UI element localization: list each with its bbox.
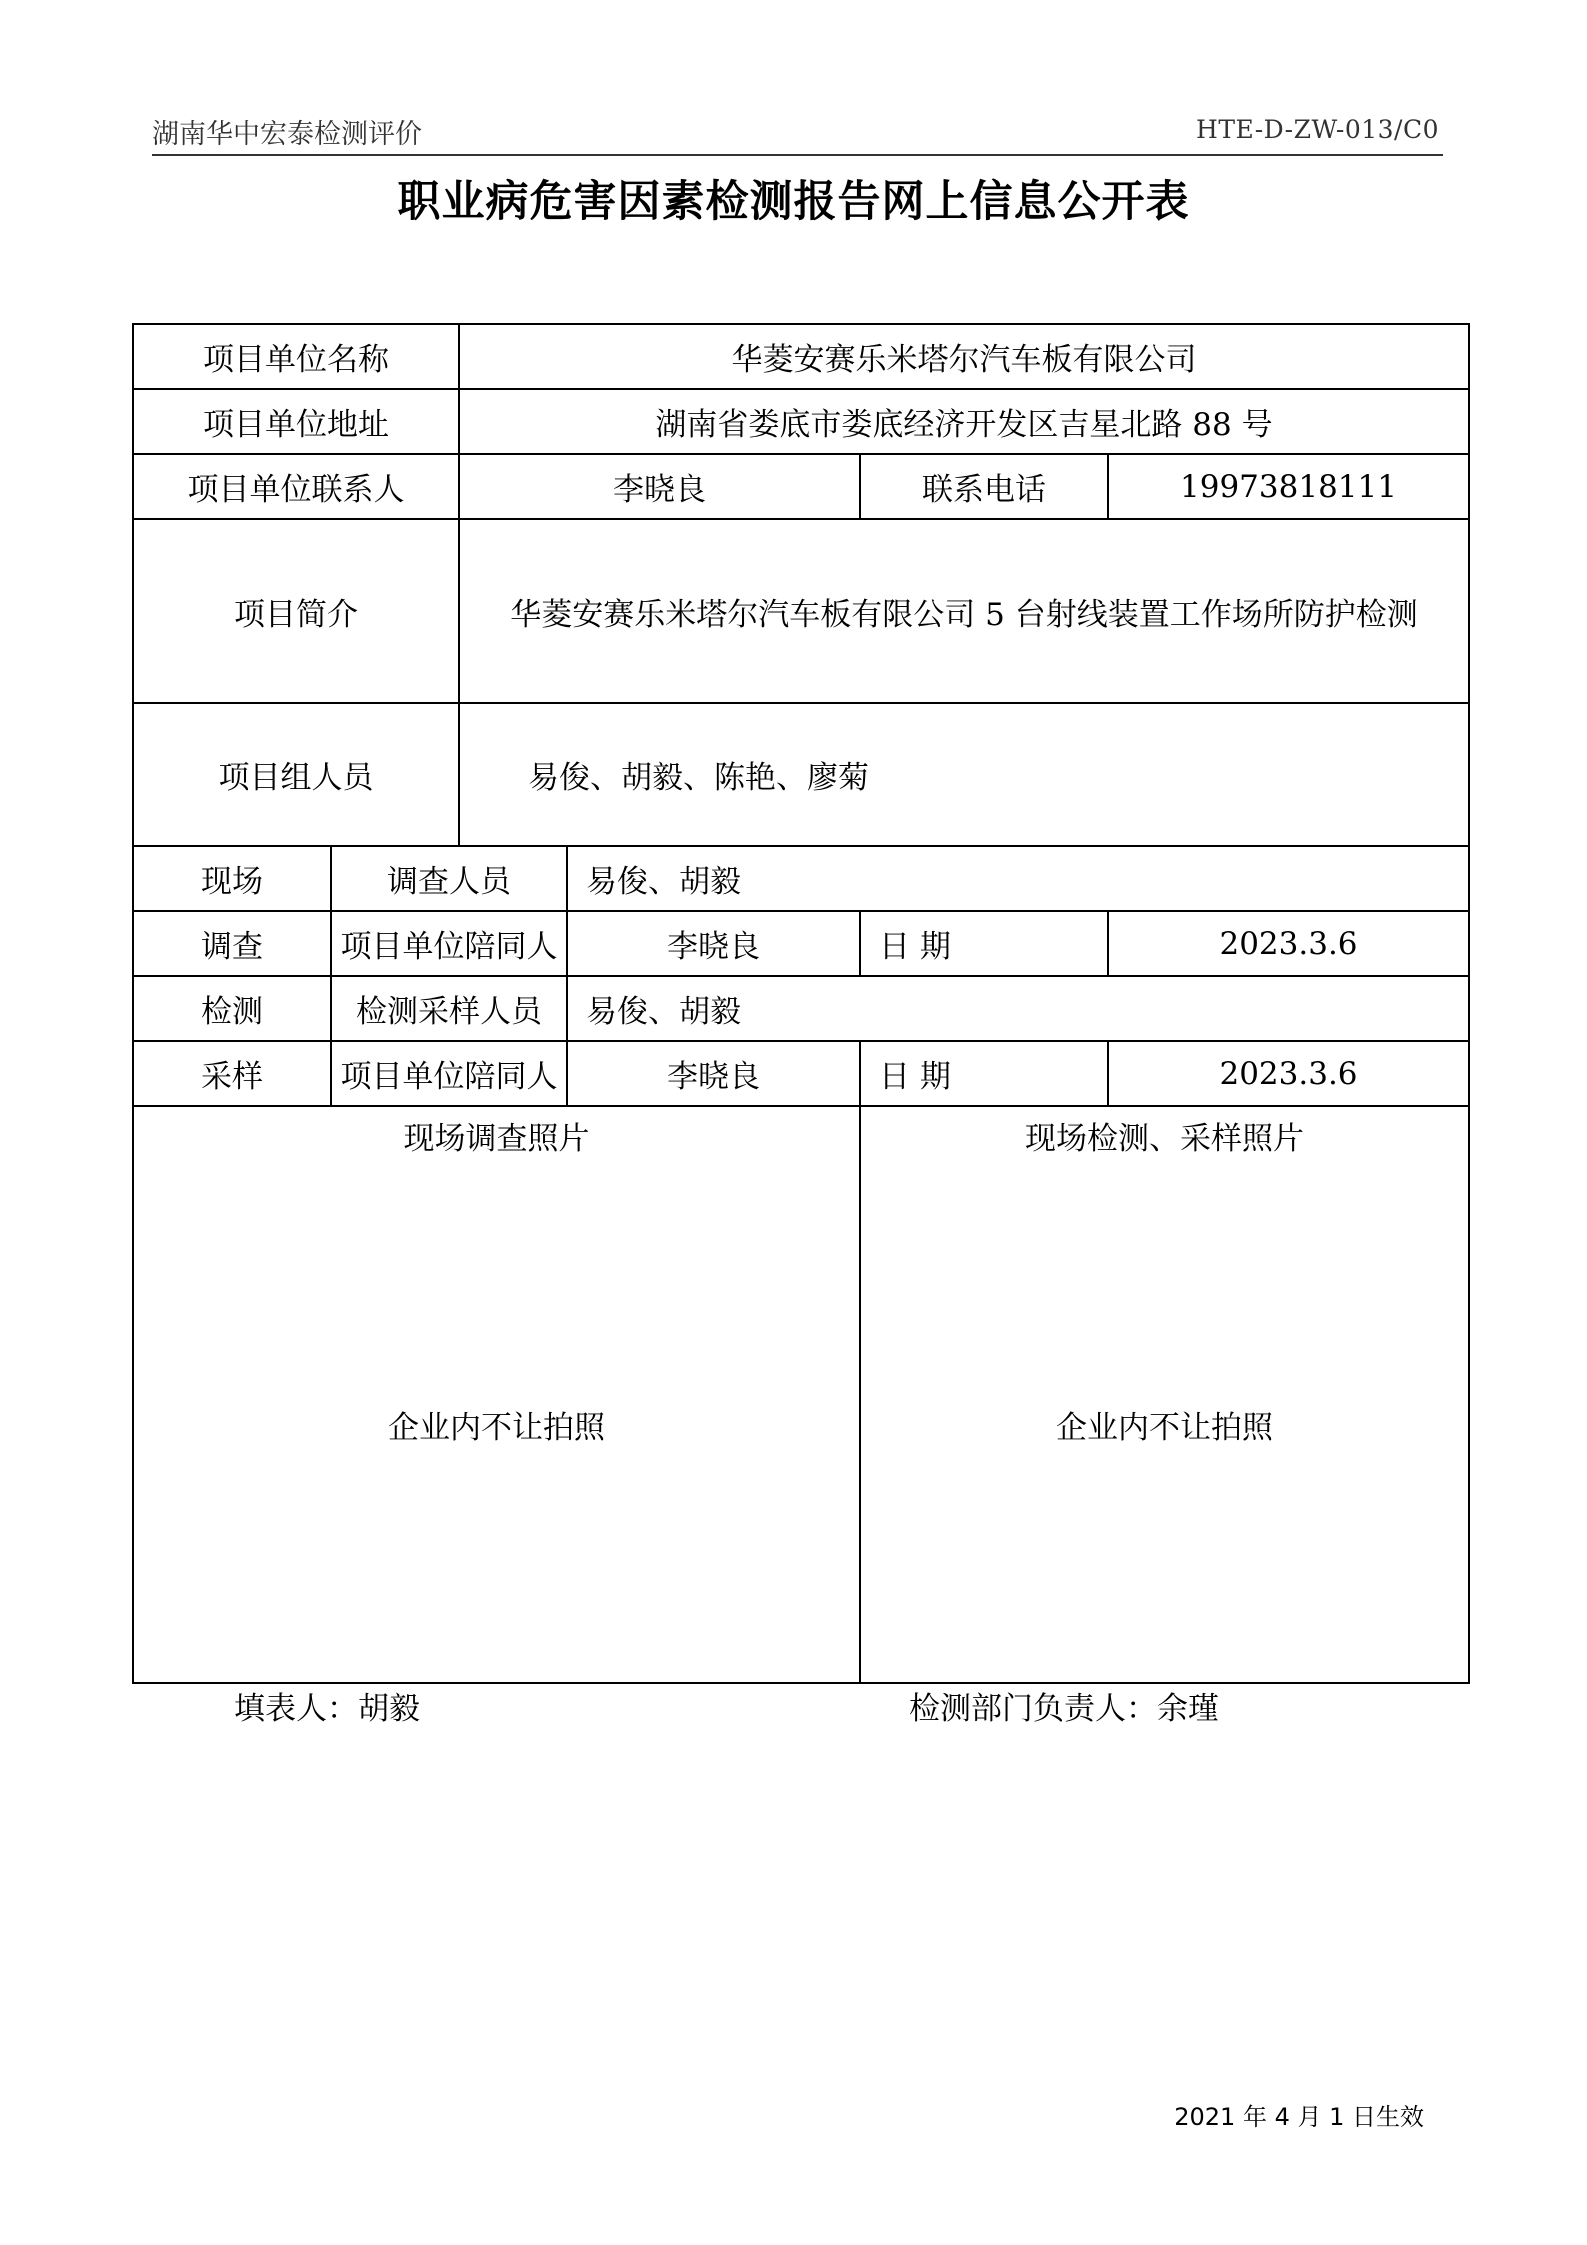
sampling-photo-title: 现场检测、采样照片 [1025,1121,1304,1157]
survey-accompany-value: 李晓良 [567,911,860,976]
survey-photo-box [133,1106,860,1683]
effective-date: 2021 年 4 月 1 日生效 [1174,2103,1424,2131]
survey-staff-value: 易俊、胡毅 [567,846,1469,911]
team-value: 易俊、胡毅、陈艳、廖菊 [459,703,1469,846]
unit-name-label: 项目单位名称 [133,324,459,389]
row-sampling-staff [133,976,1469,1041]
sampling-label-2: 采样 [133,1041,331,1106]
survey-photo-title: 现场调查照片 [403,1121,590,1157]
sampling-staff-label: 检测采样人员 [331,976,567,1041]
row-survey-accompany [133,911,1469,976]
sampling-photo-note: 企业内不让拍照 [1056,1410,1273,1446]
team-label: 项目组人员 [133,703,459,846]
survey-accompany-label: 项目单位陪同人 [331,911,567,976]
unit-address-value: 湖南省娄底市娄底经济开发区吉星北路 88 号 [459,389,1469,454]
sampling-label-1: 检测 [133,976,331,1041]
sampling-accompany-label: 项目单位陪同人 [331,1041,567,1106]
form-filler: 填表人：胡毅 [234,1691,420,1727]
sampling-accompany-value: 李晓良 [567,1041,860,1106]
row-intro [133,519,1469,703]
intro-value: 华菱安赛乐米塔尔汽车板有限公司 5 台射线装置工作场所防护检测 [459,519,1469,703]
row-unit-address [133,389,1469,454]
row-sampling-accompany [133,1041,1469,1106]
unit-address-label: 项目单位地址 [133,389,459,454]
info-table [132,323,1470,1684]
sampling-date-value: 2023.3.6 [1108,1041,1469,1106]
row-unit-name [133,324,1469,389]
row-team [133,703,1469,846]
unit-name-value: 华菱安赛乐米塔尔汽车板有限公司 [459,324,1469,389]
survey-staff-label: 调查人员 [331,846,567,911]
phone-value: 19973818111 [1108,454,1469,519]
survey-date-label: 日 期 [860,911,1108,976]
sampling-date-label: 日 期 [860,1041,1108,1106]
header-doc-code: HTE-D-ZW-013/C0 [1196,115,1439,144]
survey-photo-note: 企业内不让拍照 [388,1410,605,1446]
sampling-photo-box [860,1106,1469,1683]
intro-label: 项目简介 [133,519,459,703]
survey-label-1: 现场 [133,846,331,911]
header-org: 湖南华中宏泰检测评价 [152,119,422,150]
header-divider [152,154,1443,156]
contact-value: 李晓良 [459,454,860,519]
page-title: 职业病危害因素检测报告网上信息公开表 [397,177,1190,227]
survey-date-value: 2023.3.6 [1108,911,1469,976]
survey-label-2: 调查 [133,911,331,976]
row-contact [133,454,1469,519]
row-photos [133,1106,1469,1683]
phone-label: 联系电话 [860,454,1108,519]
department-head: 检测部门负责人：余瑾 [909,1691,1219,1727]
row-survey-staff [133,846,1469,911]
sampling-staff-value: 易俊、胡毅 [567,976,1469,1041]
contact-label: 项目单位联系人 [133,454,459,519]
